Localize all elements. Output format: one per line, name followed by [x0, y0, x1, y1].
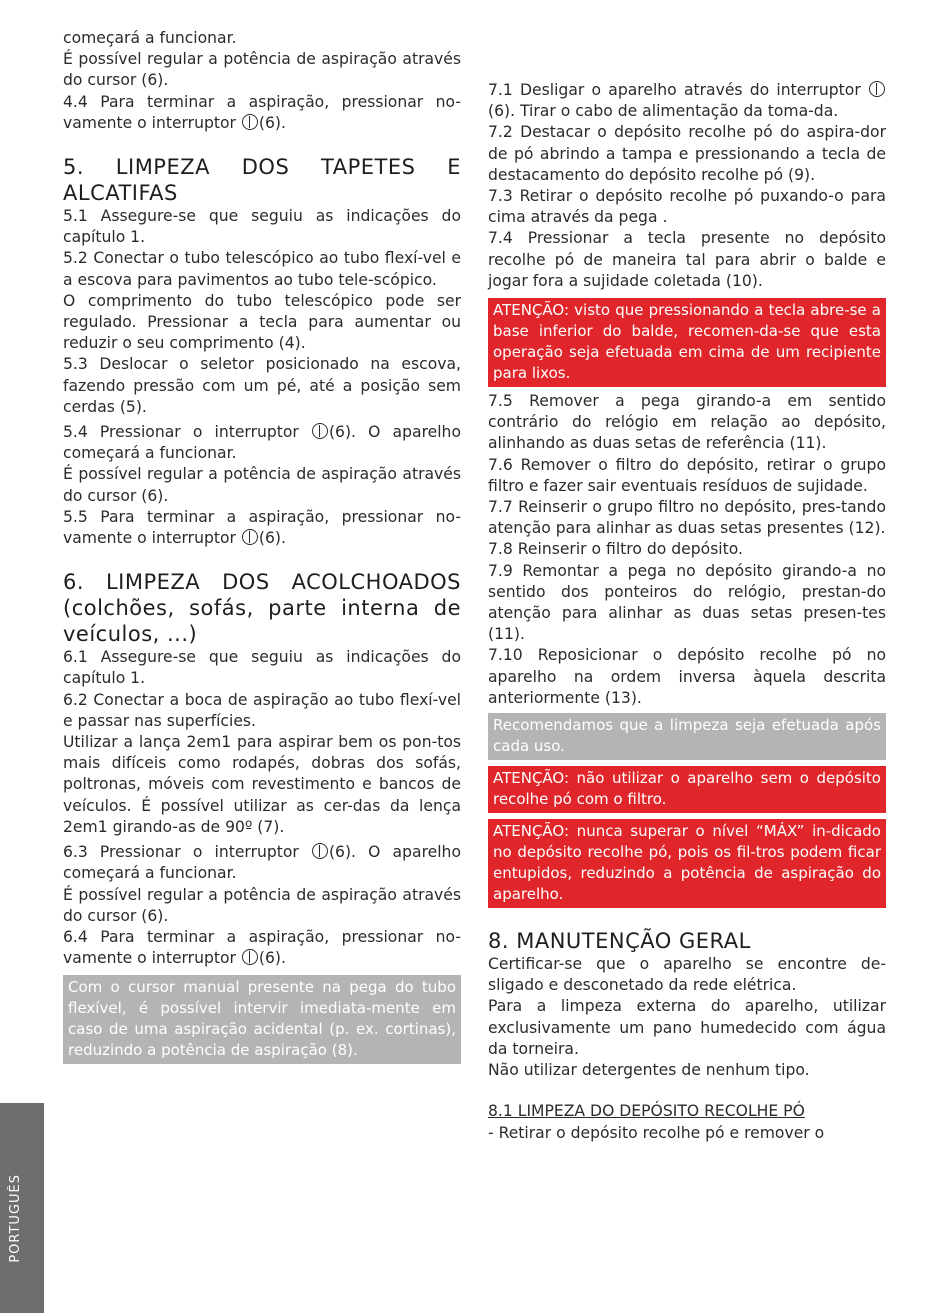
left-column: [63, 28, 461, 1064]
paragraph: 7.5 Remover a pega girando-a em sentido contrário do relógio em relação ao depósito, alinhando as duas setas de referência (11).: [488, 392, 886, 453]
paragraph: 7.4 Pressionar a tecla presente no depósito recolhe pó de maneira tal para abrir o balde e jogar fora a sujidade coletada (10).: [488, 229, 886, 290]
paragraph: 7.9 Remontar a pega no depósito girando-a no sentido dos ponteiros do relógio, prestan-do atenção para alinhar as duas setas presen-tes (11).: [488, 561, 886, 644]
paragraph: 7.2 Destacar o depósito recolhe pó do aspira-dor de pó abrindo a tampa e pressionando a tecla de destacamento do depósito recolhe pó (9).: [488, 123, 886, 184]
paragraph: 4.4 Para terminar a aspiração, pressionar no-vamente o interruptor (6).: [63, 92, 461, 132]
paragraph: começará a funcionar.: [63, 29, 237, 47]
paragraph: - Retirar o depósito recolhe pó e remover o: [488, 1123, 825, 1142]
paragraph: É possível regular a potência de aspiração através do cursor (6).: [63, 465, 461, 505]
language-side-tab: [0, 1103, 44, 1313]
right-column: [488, 80, 886, 1144]
paragraph: 7.3 Retirar o depósito recolhe pó puxando-o para cima através da pega .: [488, 187, 886, 227]
info-note: Recomendamos que a limpeza seja efetuada após cada uso.: [488, 713, 886, 760]
paragraph: 5.1 Assegure-se que seguiu as indicações do capítulo 1.: [63, 207, 461, 247]
paragraph: 7.1 Desligar o aparelho através do interruptor (6). Tirar o cabo de alimentação da toma-da.: [488, 80, 886, 122]
paragraph: 6.4 Para terminar a aspiração, pressionar no-vamente o interruptor (6).: [63, 927, 461, 968]
paragraph: É possível regular a potência de aspiração através do cursor (6).: [63, 885, 461, 925]
paragraph: 7.10 Reposicionar o depósito recolhe pó no aparelho na ordem inversa àquela descrita anteriormente (13).: [488, 646, 886, 707]
info-note: Com o cursor manual presente na pega do tubo flexível, é possível intervir imediata-mente em caso de uma aspiração acidental (p. ex. cortinas), reduzindo a potência de aspiração (8).: [63, 975, 461, 1064]
paragraph: Certificar-se que o aparelho se encontre de-sligado e desconetado da rede elétrica.: [488, 955, 886, 995]
paragraph: 7.8 Reinserir o filtro do depósito.: [488, 540, 743, 559]
warning-note: ATENÇÃO: não utilizar o aparelho sem o depósito recolhe pó com o filtro.: [488, 766, 886, 813]
power-switch-icon: [312, 423, 328, 439]
paragraph: 7.7 Reinserir o grupo filtro no depósito, pres-tando atenção para alinhar as duas setas presentes (12).: [488, 498, 886, 538]
paragraph: É possível regular a potência de aspiração através do cursor (6).: [63, 50, 461, 90]
paragraph: Utilizar a lança 2em1 para aspirar bem os pon-tos mais difíceis como rodapés, dobras dos sofás, poltronas, móveis com revestimento e bancos de veículos. É possível utilizar as cer-das da lença 2em1 girando-as de 90º (7).: [63, 733, 461, 836]
paragraph: 7.6 Remover o filtro do depósito, retirar o grupo filtro e fazer sair eventuais resíduos de sujidade.: [488, 455, 886, 495]
power-switch-icon: [242, 529, 258, 545]
paragraph: Para a limpeza externa do aparelho, utilizar exclusivamente um pano humedecido com água da torneira.: [488, 997, 886, 1058]
paragraph: O comprimento do tubo telescópico pode ser regulado. Pressionar a tecla para aumentar ou reduzir o seu comprimento (4).: [63, 291, 461, 353]
language-label: PORTUGUÊS: [8, 1174, 23, 1263]
power-switch-icon: [312, 843, 328, 859]
paragraph: 6.3 Pressionar o interruptor (6). O aparelho começará a funcionar.: [63, 843, 461, 883]
paragraph: 5.2 Conectar o tubo telescópico ao tubo flexí-vel e a escova para pavimentos ao tubo tele-scópico.: [63, 249, 461, 289]
power-switch-icon: [242, 949, 258, 965]
section-5-heading: 5. LIMPEZA DOS TAPETES E ALCATIFAS: [63, 155, 461, 206]
power-switch-icon: [242, 114, 258, 130]
section-8-heading: 8. MANUTENÇÃO GERAL: [488, 929, 751, 954]
section-6-heading: 6. LIMPEZA DOS ACOLCHOADOS (colchões, sofás, parte interna de veículos, ...): [63, 570, 461, 647]
warning-note: ATENÇÃO: visto que pressionando a tecla abre-se a base inferior do balde, recomen-da-se que esta operação seja efetuada em cima de um recipiente para lixos.: [488, 298, 886, 387]
paragraph: 6.1 Assegure-se que seguiu as indicações do capítulo 1.: [63, 648, 461, 688]
paragraph: Não utilizar detergentes de nenhum tipo.: [488, 1061, 810, 1080]
paragraph: 5.3 Deslocar o seletor posicionado na escova, fazendo pressão com um pé, até a posição sem cerdas (5).: [63, 355, 461, 416]
subsection-8-1-heading: 8.1 LIMPEZA DO DEPÓSITO RECOLHE PÓ: [488, 1102, 805, 1121]
power-switch-icon: [869, 81, 885, 97]
paragraph: 6.2 Conectar a boca de aspiração ao tubo flexí-vel e passar nas superfícies.: [63, 690, 461, 730]
warning-note: ATENÇÃO: nunca superar o nível “MÁX” in-dicado no depósito recolhe pó, pois os fil-tros podem ficar entupidos, reduzindo a potência de aspiração do aparelho.: [488, 819, 886, 908]
paragraph: 5.4 Pressionar o interruptor (6). O aparelho começará a funcionar.: [63, 423, 461, 463]
paragraph: 5.5 Para terminar a aspiração, pressionar no-vamente o interruptor (6).: [63, 507, 461, 548]
